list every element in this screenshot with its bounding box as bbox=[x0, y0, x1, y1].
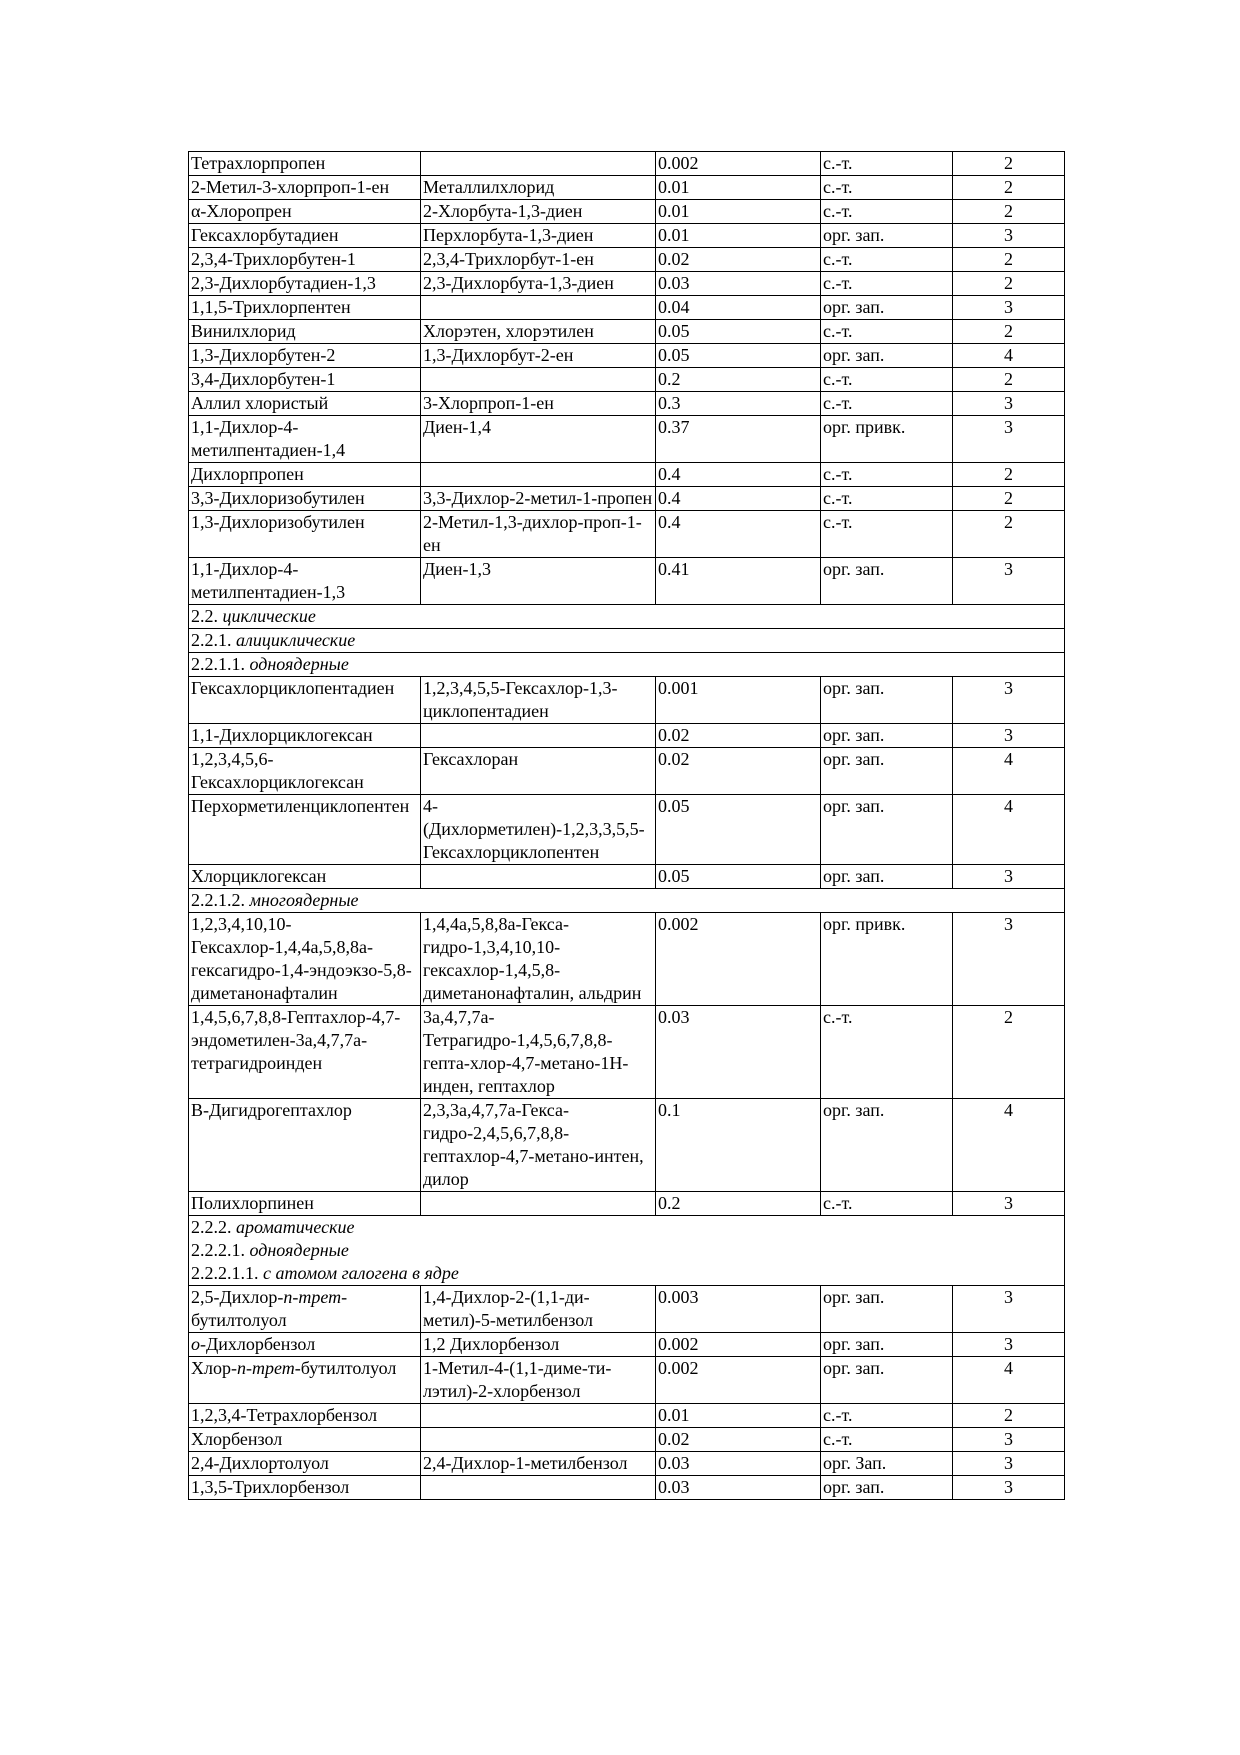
hazard-class: 2 bbox=[953, 152, 1065, 176]
substance-name: 2-Метил-3-хлорпроп-1-ен bbox=[189, 176, 421, 200]
table-row bbox=[189, 487, 1065, 511]
limit-value: 0.02 bbox=[656, 748, 821, 795]
hazard-indicator: с.-т. bbox=[821, 272, 953, 296]
substance-name-part: п-трет- bbox=[236, 1358, 301, 1378]
substance-name: 3,3-Дихлоризобутилен bbox=[189, 487, 421, 511]
substance-synonym: 4-(Дихлорметилен)-1,2,3,3,5,5-Гексахлорциклопентен bbox=[421, 795, 656, 865]
hazard-class: 3 bbox=[953, 1476, 1065, 1500]
substance-synonym: 1,2,3,4,5,5-Гексахлор-1,3-циклопентадиен bbox=[421, 677, 656, 724]
hazard-class: 2 bbox=[953, 511, 1065, 558]
substance-synonym: Хлорэтен, хлорэтилен bbox=[421, 320, 656, 344]
substance-name-part: п-трет- bbox=[283, 1287, 348, 1307]
section-heading-line bbox=[191, 1216, 1062, 1239]
limit-value: 0.02 bbox=[656, 248, 821, 272]
limit-value: 0.1 bbox=[656, 1099, 821, 1192]
limit-value: 0.05 bbox=[656, 865, 821, 889]
limit-value: 0.2 bbox=[656, 368, 821, 392]
substance-name: 2,3,4-Трихлорбутен-1 bbox=[189, 248, 421, 272]
hazard-class: 3 bbox=[953, 392, 1065, 416]
section-heading-row bbox=[189, 653, 1065, 677]
substance-name-part: 2,5-Дихлор- bbox=[191, 1287, 284, 1307]
hazard-indicator: орг. зап. bbox=[821, 748, 953, 795]
section-heading-line bbox=[191, 605, 1062, 628]
hazard-class: 3 bbox=[953, 558, 1065, 605]
substance-synonym: Диен-1,3 bbox=[421, 558, 656, 605]
hazard-indicator: орг. зап. bbox=[821, 1476, 953, 1500]
hazard-indicator: с.-т. bbox=[821, 248, 953, 272]
table-row bbox=[189, 724, 1065, 748]
substance-name: 1,2,3,4,5,6-Гексахлорциклогексан bbox=[189, 748, 421, 795]
table-row bbox=[189, 677, 1065, 724]
substance-name: Хлорбензол bbox=[189, 1428, 421, 1452]
substance-synonym bbox=[421, 865, 656, 889]
table-row bbox=[189, 865, 1065, 889]
section-heading-line bbox=[191, 889, 1062, 912]
substance-name: 1,4,5,6,7,8,8-Гептахлор-4,7-эндометилен-3а,4,7,7а-тетрагидроинден bbox=[189, 1006, 421, 1099]
limit-value: 0.05 bbox=[656, 344, 821, 368]
hazard-class: 3 bbox=[953, 416, 1065, 463]
substance-name: В-Дигидрогептахлор bbox=[189, 1099, 421, 1192]
limit-value: 0.02 bbox=[656, 724, 821, 748]
substance-synonym: 2,3,4-Трихлорбут-1-ен bbox=[421, 248, 656, 272]
section-label: одноядерные bbox=[249, 654, 349, 674]
substance-name: Дихлорпропен bbox=[189, 463, 421, 487]
section-heading-row bbox=[189, 605, 1065, 629]
limit-value: 0.4 bbox=[656, 487, 821, 511]
hazard-class: 2 bbox=[953, 463, 1065, 487]
substance-synonym: 3а,4,7,7а-Тетрагидро-1,4,5,6,7,8,8-гепта-хлор-4,7-метано-1Н-инден, гептахлор bbox=[421, 1006, 656, 1099]
hazard-indicator: орг. зап. bbox=[821, 1286, 953, 1333]
hazard-class: 2 bbox=[953, 200, 1065, 224]
table-row bbox=[189, 1452, 1065, 1476]
substance-synonym bbox=[421, 1476, 656, 1500]
hazard-class: 3 bbox=[953, 296, 1065, 320]
substance-name: 1,1,5-Трихлорпентен bbox=[189, 296, 421, 320]
section-heading-row bbox=[189, 629, 1065, 653]
table-row bbox=[189, 795, 1065, 865]
substance-synonym bbox=[421, 463, 656, 487]
substance-name: 2,3-Дихлорбутадиен-1,3 bbox=[189, 272, 421, 296]
limit-value: 0.01 bbox=[656, 224, 821, 248]
table-row bbox=[189, 1099, 1065, 1192]
hazard-indicator: орг. Зап. bbox=[821, 1452, 953, 1476]
hazard-indicator: орг. зап. bbox=[821, 865, 953, 889]
hazard-class: 3 bbox=[953, 913, 1065, 1006]
substance-name: 1,1-Дихлор-4-метилпентадиен-1,3 bbox=[189, 558, 421, 605]
hazard-class: 3 bbox=[953, 865, 1065, 889]
substance-name: 1,3-Дихлоризобутилен bbox=[189, 511, 421, 558]
hazard-indicator: орг. зап. bbox=[821, 1099, 953, 1192]
hazard-indicator: орг. зап. bbox=[821, 558, 953, 605]
hazard-class: 3 bbox=[953, 1428, 1065, 1452]
hazard-class: 3 bbox=[953, 1333, 1065, 1357]
limit-value: 0.03 bbox=[656, 1476, 821, 1500]
substance-synonym bbox=[421, 296, 656, 320]
substance-name: Гексахлорбутадиен bbox=[189, 224, 421, 248]
substance-name: 3,4-Дихлорбутен-1 bbox=[189, 368, 421, 392]
substance-name: Хлорциклогексан bbox=[189, 865, 421, 889]
substance-name-part: бутилтолуол bbox=[300, 1358, 397, 1378]
substance-synonym: 3-Хлорпроп-1-ен bbox=[421, 392, 656, 416]
hazard-indicator: орг. зап. bbox=[821, 724, 953, 748]
limit-value: 0.03 bbox=[656, 1452, 821, 1476]
table-row bbox=[189, 748, 1065, 795]
hazard-class: 3 bbox=[953, 1192, 1065, 1216]
table-row bbox=[189, 248, 1065, 272]
table-row bbox=[189, 511, 1065, 558]
section-heading bbox=[189, 653, 1065, 677]
limit-value: 0.002 bbox=[656, 1333, 821, 1357]
limit-value: 0.37 bbox=[656, 416, 821, 463]
limit-value: 0.002 bbox=[656, 152, 821, 176]
hazard-indicator: с.-т. bbox=[821, 1006, 953, 1099]
limit-value: 0.001 bbox=[656, 677, 821, 724]
hazard-indicator: с.-т. bbox=[821, 320, 953, 344]
table-row bbox=[189, 1333, 1065, 1357]
table-row bbox=[189, 296, 1065, 320]
section-number: 2.2.2.1. bbox=[191, 1240, 245, 1260]
hazard-class: 4 bbox=[953, 344, 1065, 368]
limit-value: 0.01 bbox=[656, 176, 821, 200]
hazard-indicator: орг. зап. bbox=[821, 224, 953, 248]
limit-value: 0.02 bbox=[656, 1428, 821, 1452]
section-heading bbox=[189, 605, 1065, 629]
substance-name-part: -Дихлорбензол bbox=[200, 1334, 316, 1354]
section-number: 2.2. bbox=[191, 606, 218, 626]
hazard-class: 2 bbox=[953, 487, 1065, 511]
limit-value: 0.03 bbox=[656, 272, 821, 296]
hazard-indicator: с.-т. bbox=[821, 392, 953, 416]
hazard-class: 2 bbox=[953, 248, 1065, 272]
substance-synonym bbox=[421, 1404, 656, 1428]
hazard-indicator: с.-т. bbox=[821, 463, 953, 487]
limit-value: 0.002 bbox=[656, 1357, 821, 1404]
substance-synonym: 1,4-Дихлор-2-(1,1-ди-метил)-5-метилбензол bbox=[421, 1286, 656, 1333]
table-row bbox=[189, 152, 1065, 176]
table-row bbox=[189, 1286, 1065, 1333]
table-row bbox=[189, 272, 1065, 296]
limit-value: 0.4 bbox=[656, 463, 821, 487]
hazard-class: 2 bbox=[953, 272, 1065, 296]
hazard-indicator: орг. привк. bbox=[821, 913, 953, 1006]
hazard-class: 4 bbox=[953, 795, 1065, 865]
table-row bbox=[189, 463, 1065, 487]
hazard-indicator: орг. зап. bbox=[821, 296, 953, 320]
hazard-indicator: с.-т. bbox=[821, 1404, 953, 1428]
section-number: 2.2.2. bbox=[191, 1217, 232, 1237]
section-heading bbox=[189, 889, 1065, 913]
hazard-class: 4 bbox=[953, 748, 1065, 795]
table-row bbox=[189, 1476, 1065, 1500]
section-label: алициклические bbox=[236, 630, 356, 650]
hazard-class: 2 bbox=[953, 320, 1065, 344]
substance-name: 1,2,3,4-Тетрахлорбензол bbox=[189, 1404, 421, 1428]
section-heading bbox=[189, 629, 1065, 653]
substance-name-part: бутилтолуол bbox=[191, 1310, 287, 1330]
table-row bbox=[189, 416, 1065, 463]
substance-synonym: 1,4,4а,5,8,8а-Гекса-гидро-1,3,4,10,10-гексахлор-1,4,5,8-диметанонафталин, альдрин bbox=[421, 913, 656, 1006]
limit-value: 0.05 bbox=[656, 320, 821, 344]
hazard-indicator: с.-т. bbox=[821, 152, 953, 176]
limit-value: 0.03 bbox=[656, 1006, 821, 1099]
substance-synonym bbox=[421, 724, 656, 748]
substance-name: Перхорметиленциклопентен bbox=[189, 795, 421, 865]
hazard-indicator: орг. зап. bbox=[821, 795, 953, 865]
hazard-indicator: с.-т. bbox=[821, 511, 953, 558]
section-label: циклические bbox=[222, 606, 316, 626]
section-number: 2.2.1. bbox=[191, 630, 232, 650]
hazard-class: 3 bbox=[953, 224, 1065, 248]
section-number: 2.2.1.2. bbox=[191, 890, 245, 910]
limit-value: 0.01 bbox=[656, 1404, 821, 1428]
hazard-indicator: орг. зап. bbox=[821, 677, 953, 724]
substance-synonym: 2,4-Дихлор-1-метилбензол bbox=[421, 1452, 656, 1476]
substance-name bbox=[189, 1357, 421, 1404]
table-row bbox=[189, 1428, 1065, 1452]
table-row bbox=[189, 392, 1065, 416]
section-heading-row bbox=[189, 1216, 1065, 1286]
hazard-indicator: с.-т. bbox=[821, 487, 953, 511]
hazard-indicator: орг. зап. bbox=[821, 1357, 953, 1404]
substance-name bbox=[189, 1286, 421, 1333]
substance-name: 1,1-Дихлор-4-метилпентадиен-1,4 bbox=[189, 416, 421, 463]
substance-name: Тетрахлорпропен bbox=[189, 152, 421, 176]
table-row bbox=[189, 558, 1065, 605]
table-row bbox=[189, 224, 1065, 248]
hazard-indicator: с.-т. bbox=[821, 200, 953, 224]
substance-name-part: о bbox=[191, 1334, 200, 1354]
table-row bbox=[189, 368, 1065, 392]
hazard-class: 3 bbox=[953, 1286, 1065, 1333]
section-heading-line bbox=[191, 1239, 1062, 1262]
table-row bbox=[189, 1404, 1065, 1428]
substance-synonym: 1-Метил-4-(1,1-диме-ти-лэтил)-2-хлорбензол bbox=[421, 1357, 656, 1404]
substance-synonym: 2,3-Дихлорбута-1,3-диен bbox=[421, 272, 656, 296]
limit-value: 0.2 bbox=[656, 1192, 821, 1216]
table-row bbox=[189, 320, 1065, 344]
substance-synonym: 1,3-Дихлорбут-2-ен bbox=[421, 344, 656, 368]
hazard-class: 3 bbox=[953, 1452, 1065, 1476]
substance-name: α-Хлоропрен bbox=[189, 200, 421, 224]
section-number: 2.2.2.1.1. bbox=[191, 1263, 259, 1283]
substances-table-body bbox=[189, 152, 1065, 1500]
substance-name: 1,3-Дихлорбутен-2 bbox=[189, 344, 421, 368]
substance-name: 1,1-Дихлорциклогексан bbox=[189, 724, 421, 748]
hazard-indicator: с.-т. bbox=[821, 176, 953, 200]
hazard-class: 2 bbox=[953, 1404, 1065, 1428]
hazard-class: 2 bbox=[953, 176, 1065, 200]
hazard-indicator: орг. зап. bbox=[821, 1333, 953, 1357]
hazard-indicator: с.-т. bbox=[821, 1192, 953, 1216]
substance-synonym: Металлилхлорид bbox=[421, 176, 656, 200]
hazard-class: 2 bbox=[953, 1006, 1065, 1099]
table-row bbox=[189, 1357, 1065, 1404]
substance-synonym: 2-Хлорбута-1,3-диен bbox=[421, 200, 656, 224]
hazard-class: 2 bbox=[953, 368, 1065, 392]
section-heading-row bbox=[189, 889, 1065, 913]
section-label: многоядерные bbox=[249, 890, 359, 910]
substance-name: Аллил хлористый bbox=[189, 392, 421, 416]
section-heading bbox=[189, 1216, 1065, 1286]
section-label: с атомом галогена в ядре bbox=[263, 1263, 459, 1283]
section-heading-line bbox=[191, 629, 1062, 652]
substances-table bbox=[188, 151, 1065, 1500]
section-label: ароматические bbox=[236, 1217, 355, 1237]
hazard-indicator: с.-т. bbox=[821, 368, 953, 392]
section-heading-line bbox=[191, 1262, 1062, 1285]
hazard-class: 4 bbox=[953, 1099, 1065, 1192]
hazard-indicator: орг. зап. bbox=[821, 344, 953, 368]
substance-synonym bbox=[421, 368, 656, 392]
hazard-class: 3 bbox=[953, 677, 1065, 724]
table-row bbox=[189, 1006, 1065, 1099]
limit-value: 0.4 bbox=[656, 511, 821, 558]
substance-name: Полихлорпинен bbox=[189, 1192, 421, 1216]
substance-synonym: 2-Метил-1,3-дихлор-проп-1-ен bbox=[421, 511, 656, 558]
substance-name: 1,3,5-Трихлорбензол bbox=[189, 1476, 421, 1500]
hazard-class: 3 bbox=[953, 724, 1065, 748]
substance-name: Винилхлорид bbox=[189, 320, 421, 344]
section-number: 2.2.1.1. bbox=[191, 654, 245, 674]
substance-synonym: 3,3-Дихлор-2-метил-1-пропен bbox=[421, 487, 656, 511]
limit-value: 0.003 bbox=[656, 1286, 821, 1333]
substance-synonym bbox=[421, 1428, 656, 1452]
table-row bbox=[189, 913, 1065, 1006]
table-row bbox=[189, 344, 1065, 368]
table-row bbox=[189, 1192, 1065, 1216]
substance-name: 1,2,3,4,10,10-Гексахлор-1,4,4а,5,8,8а-гексагидро-1,4-эндоэкзо-5,8-диметанонафталин bbox=[189, 913, 421, 1006]
limit-value: 0.41 bbox=[656, 558, 821, 605]
substance-synonym: 1,2 Дихлорбензол bbox=[421, 1333, 656, 1357]
substance-name bbox=[189, 1333, 421, 1357]
limit-value: 0.002 bbox=[656, 913, 821, 1006]
substance-synonym bbox=[421, 152, 656, 176]
limit-value: 0.04 bbox=[656, 296, 821, 320]
limit-value: 0.05 bbox=[656, 795, 821, 865]
hazard-indicator: орг. привк. bbox=[821, 416, 953, 463]
limit-value: 0.3 bbox=[656, 392, 821, 416]
substance-synonym: 2,3,3а,4,7,7а-Гекса-гидро-2,4,5,6,7,8,8-гептахлор-4,7-метано-интен, дилор bbox=[421, 1099, 656, 1192]
table-row bbox=[189, 176, 1065, 200]
substance-synonym: Диен-1,4 bbox=[421, 416, 656, 463]
hazard-class: 4 bbox=[953, 1357, 1065, 1404]
substance-name-part: Хлор- bbox=[191, 1358, 237, 1378]
substance-name: Гексахлорциклопентадиен bbox=[189, 677, 421, 724]
section-label: одноядерные bbox=[249, 1240, 349, 1260]
limit-value: 0.01 bbox=[656, 200, 821, 224]
section-heading-line bbox=[191, 653, 1062, 676]
substance-name: 2,4-Дихлортолуол bbox=[189, 1452, 421, 1476]
substance-synonym bbox=[421, 1192, 656, 1216]
substance-synonym: Гексахлоран bbox=[421, 748, 656, 795]
table-row bbox=[189, 200, 1065, 224]
hazard-indicator: с.-т. bbox=[821, 1428, 953, 1452]
substance-synonym: Перхлорбута-1,3-диен bbox=[421, 224, 656, 248]
